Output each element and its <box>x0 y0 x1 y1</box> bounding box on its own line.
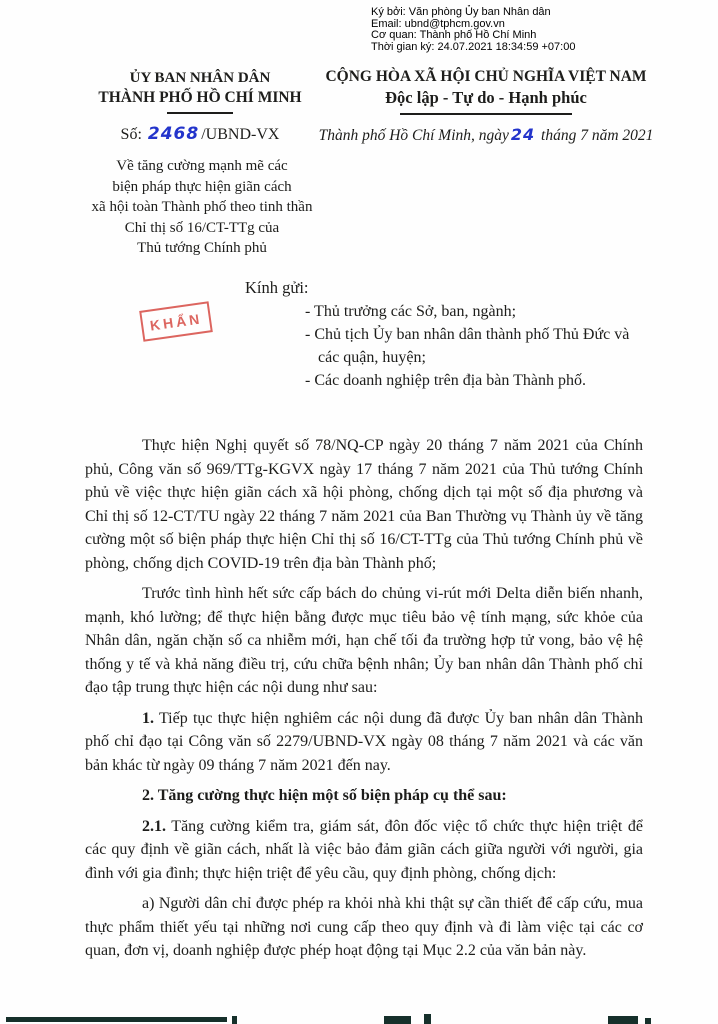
place-date-line <box>318 125 654 145</box>
subject-line: Thủ tướng Chính phủ <box>137 240 267 256</box>
signature-time-line: Thời gian ký: 24.07.2021 18:34:59 +07:00 <box>371 40 576 53</box>
document-subject <box>80 156 324 259</box>
recipient-item: - Thủ trưởng các Sở, ban, ngành; <box>305 300 639 323</box>
scan-artifact <box>608 1016 638 1024</box>
recipient-item: - Chủ tịch Ủy ban nhân dân thành phố Thủ Đức và các quận, huyện; <box>305 323 639 369</box>
scan-artifact <box>6 1017 227 1022</box>
issuer-name: ỦY BAN NHÂN DÂN <box>129 70 271 86</box>
body-paragraph-item-2-1: 2.1. Tăng cường kiểm tra, giám sát, đôn đốc việc tổ chức thực hiện triệt để các quy định về giãn cách, nhất là việc bảo đảm giãn cách giữa người với người, gia đình với gia đình; thực hiện triệt để yêu cầu, quy định phòng, chống dịch: <box>85 817 643 882</box>
signature-agency-line: Cơ quan: Thành phố Hồ Chí Minh <box>371 29 537 41</box>
document-body <box>85 434 643 970</box>
national-motto: Độc lập - Tự do - Hạnh phúc <box>385 88 587 107</box>
digital-signature-block <box>371 7 701 53</box>
date-suffix: tháng 7 năm 2021 <box>541 127 654 144</box>
national-header-block <box>318 68 654 115</box>
body-paragraph: Trước tình hình hết sức cấp bách do chủng vi-rút mới Delta diễn biến nhanh, mạnh, khó lường; để thực hiện bằng được mục tiêu bảo vệ tính mạng, sức khỏe của Nhân dân, ngăn chặn số ca nhiễm mới, hạn chế tối đa trường hợp tử vong, bảo vệ hệ thống y tế và khả năng điều trị, cứu chữa bệnh nhân; Ủy ban nhân dân Thành phố chỉ đạo tập trung thực hiện các nội dung như sau: <box>85 585 643 696</box>
document-number-label: Số: <box>120 126 142 143</box>
urgency-stamp-label: KHẨN <box>148 309 204 334</box>
subject-line: xã hội toàn Thành phố theo tinh thần <box>91 199 313 215</box>
header-divider-left <box>167 112 233 114</box>
scan-artifact <box>645 1018 651 1024</box>
handwritten-document-number: 2468 <box>147 124 200 144</box>
handwritten-day: 24 <box>510 125 536 144</box>
signature-email-line: Email: ubnd@tphcm.gov.vn <box>371 17 505 30</box>
body-paragraph-item-a: a) Người dân chỉ được phép ra khỏi nhà khi thật sự cần thiết để cấp cứu, mua thực phẩm thiết yếu tại những nơi cung cấp theo quy định và đi làm việc tại các cơ quan, đơn vị, doanh nghiệp được phép hoạt động tại Mục 2.2 của văn bản này. <box>85 895 643 959</box>
body-paragraph: Thực hiện Nghị quyết số 78/NQ-CP ngày 20 tháng 7 năm 2021 của Chính phủ, Công văn số 969/TTg-KGVX ngày 17 tháng 7 năm 2021 của Thủ tướng Chính phủ về việc thực hiện giãn cách xã hội phòng, chống dịch tại một số địa phương và Chỉ thị số 12-CT/TU ngày 22 tháng 7 năm 2021 của Ban Thường vụ Thành ủy về tăng cường một số biện pháp thực hiện Chỉ thị số 16/CT-TTg của Thủ tướng Chính phủ về phòng, chống dịch COVID-19 trên địa bàn Thành phố; <box>85 437 643 572</box>
recipient-list <box>305 300 639 392</box>
signature-signer-line: Ký bởi: Văn phòng Ủy ban Nhân dân <box>371 6 551 18</box>
issuing-authority-block <box>86 70 314 114</box>
date-prefix: Thành phố Hồ Chí Minh, ngày <box>318 127 509 144</box>
salutation: Kính gửi: <box>245 278 309 297</box>
national-title: CỘNG HÒA XÃ HỘI CHỦ NGHĨA VIỆT NAM <box>325 68 647 85</box>
recipient-item: - Các doanh nghiệp trên địa bàn Thành phố. <box>305 369 639 392</box>
body-heading-item-2: 2. Tăng cường thực hiện một số biện pháp cụ thể sau: <box>142 787 507 804</box>
body-paragraph-item-1: 1. Tiếp tục thực hiện nghiêm các nội dung đã được Ủy ban nhân dân Thành phố chỉ đạo tại Công văn số 2279/UBND-VX ngày 08 tháng 7 năm 2021 và các văn bản khác từ ngày 09 tháng 7 năm 2021 đến nay. <box>85 709 643 774</box>
scan-artifact <box>424 1014 431 1024</box>
scan-artifact <box>232 1016 237 1024</box>
document-number <box>86 124 314 144</box>
issuer-city: THÀNH PHỐ HỒ CHÍ MINH <box>98 89 302 106</box>
subject-line: biện pháp thực hiện giãn cách <box>112 178 292 195</box>
urgency-stamp <box>139 301 213 341</box>
scan-artifact <box>384 1016 411 1024</box>
document-number-suffix: /UBND-VX <box>201 126 280 143</box>
subject-line: Về tăng cường mạnh mẽ các <box>116 158 288 174</box>
header-divider-right <box>400 113 572 115</box>
subject-line: Chỉ thị số 16/CT-TTg của <box>124 219 280 236</box>
